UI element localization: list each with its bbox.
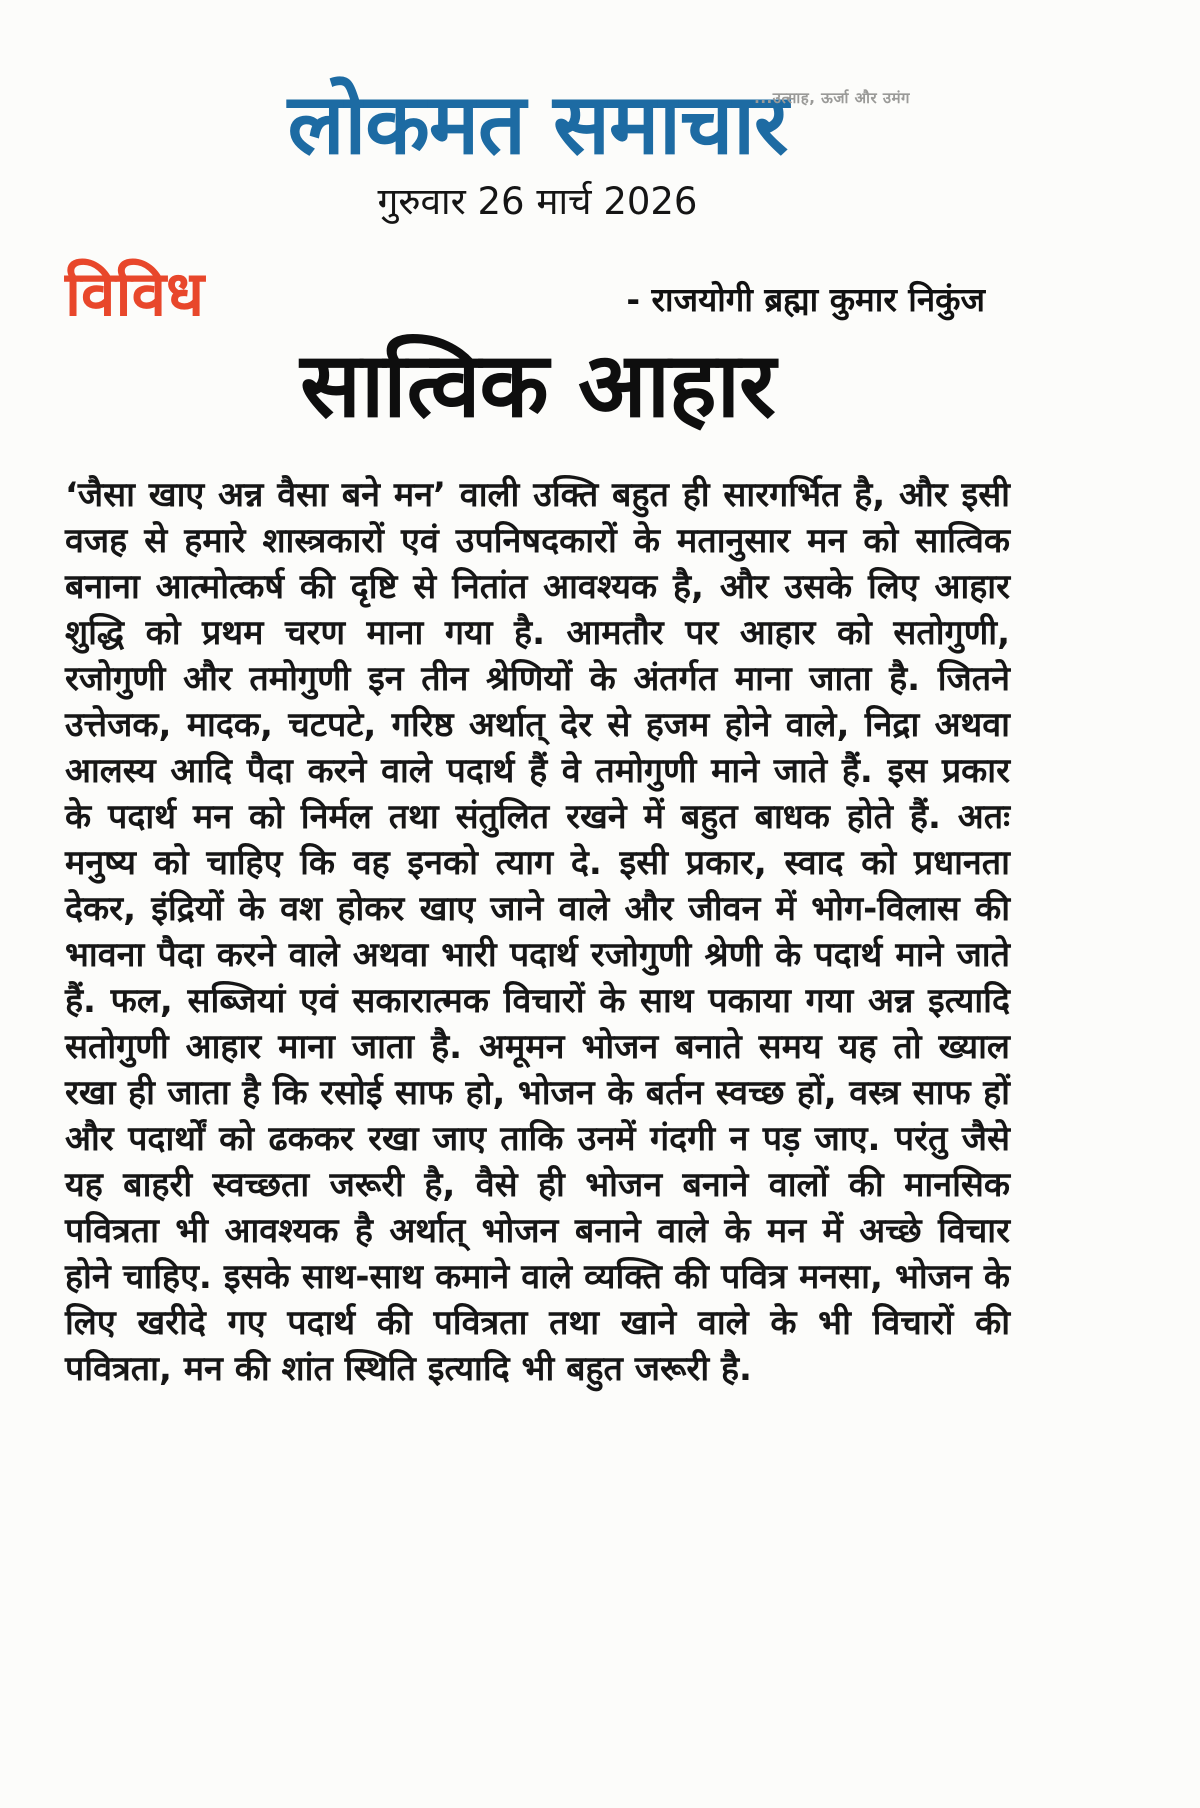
article-body: ‘जैसा खाए अन्न वैसा बने मन’ वाली उक्ति बहुत ही सारगर्भित है, और इसी वजह से हमारे शास्त्रकारों एवं उपनिषदकारों के मतानुसार मन को सात्विक बनाना आत्मोत्कर्ष की दृष्टि से नितांत आवश्यक है, और उसके लिए आहार शुद्धि को प्रथम चरण माना गया है. आमतौर पर आहार को सतोगुणी, रजोगुणी और तमोगुणी इन तीन श्रेणियों के अंतर्गत माना जाता है. जितने उत्तेजक, मादक, चटपटे, गरिष्ठ अर्थात् देर से हजम होने वाले, निद्रा अथवा आलस्य आदि पैदा करने वाले पदार्थ हैं वे तमोगुणी माने जाते हैं. इस प्रकार के पदार्थ मन को निर्मल तथा संतुलित रखने में बहुत बाधक होते हैं. अतः मनुष्य को चाहिए कि वह इनको त्याग दे. इसी प्रकार, स्वाद को प्रधानता देकर, इंद्रियों के वश होकर खाए जाने वाले और जीवन में भोग-विलास की भावना पैदा करने वाले अथवा भारी पदार्थ रजोगुणी श्रेणी के पदार्थ माने जाते हैं. फल, सब्जियां एवं सकारात्मक विचारों के साथ पकाया गया अन्न इत्यादि सतोगुणी आहार माना जाता है. अमूमन भोजन बनाते समय यह तो ख्याल रखा ही जाता है कि रसोई साफ हो, भोजन के बर्तन स्वच्छ हों, वस्त्र साफ हों और पदार्थों को ढककर रखा जाए ताकि उनमें गंदगी न पड़ जाए. परंतु जैसे यह बाहरी स्वच्छता जरूरी है, वैसे ही भोजन बनाने वालों की मानसिक पवित्रता भी आवश्यक है अर्थात् भोजन बनाने वाले के मन में अच्छे विचार होने चाहिए. इसके साथ-साथ कमाने वाले व्यक्ति की पवित्र मनसा, भोजन के लिए खरीदे गए पदार्थ की पवित्रता तथा खाने वाले के भी विचारों की पवित्रता, मन की शांत स्थिति इत्यादि भी बहुत जरूरी है.	[65, 474, 1010, 1389]
content-column	[65, 0, 1010, 1392]
section-label: विविध	[65, 257, 205, 331]
byline: - राजयोगी ब्रह्मा कुमार निकुंज	[626, 280, 985, 320]
article-header-row	[65, 257, 1010, 331]
masthead-tagline: ...उत्साह, ऊर्जा और उमंग	[754, 89, 910, 107]
article-title: सात्विक आहार	[300, 333, 775, 439]
masthead-title: लोकमत समाचार	[287, 75, 788, 173]
date-line: गुरुवार 26 मार्च 2026	[377, 180, 698, 224]
masthead	[65, 0, 1010, 225]
